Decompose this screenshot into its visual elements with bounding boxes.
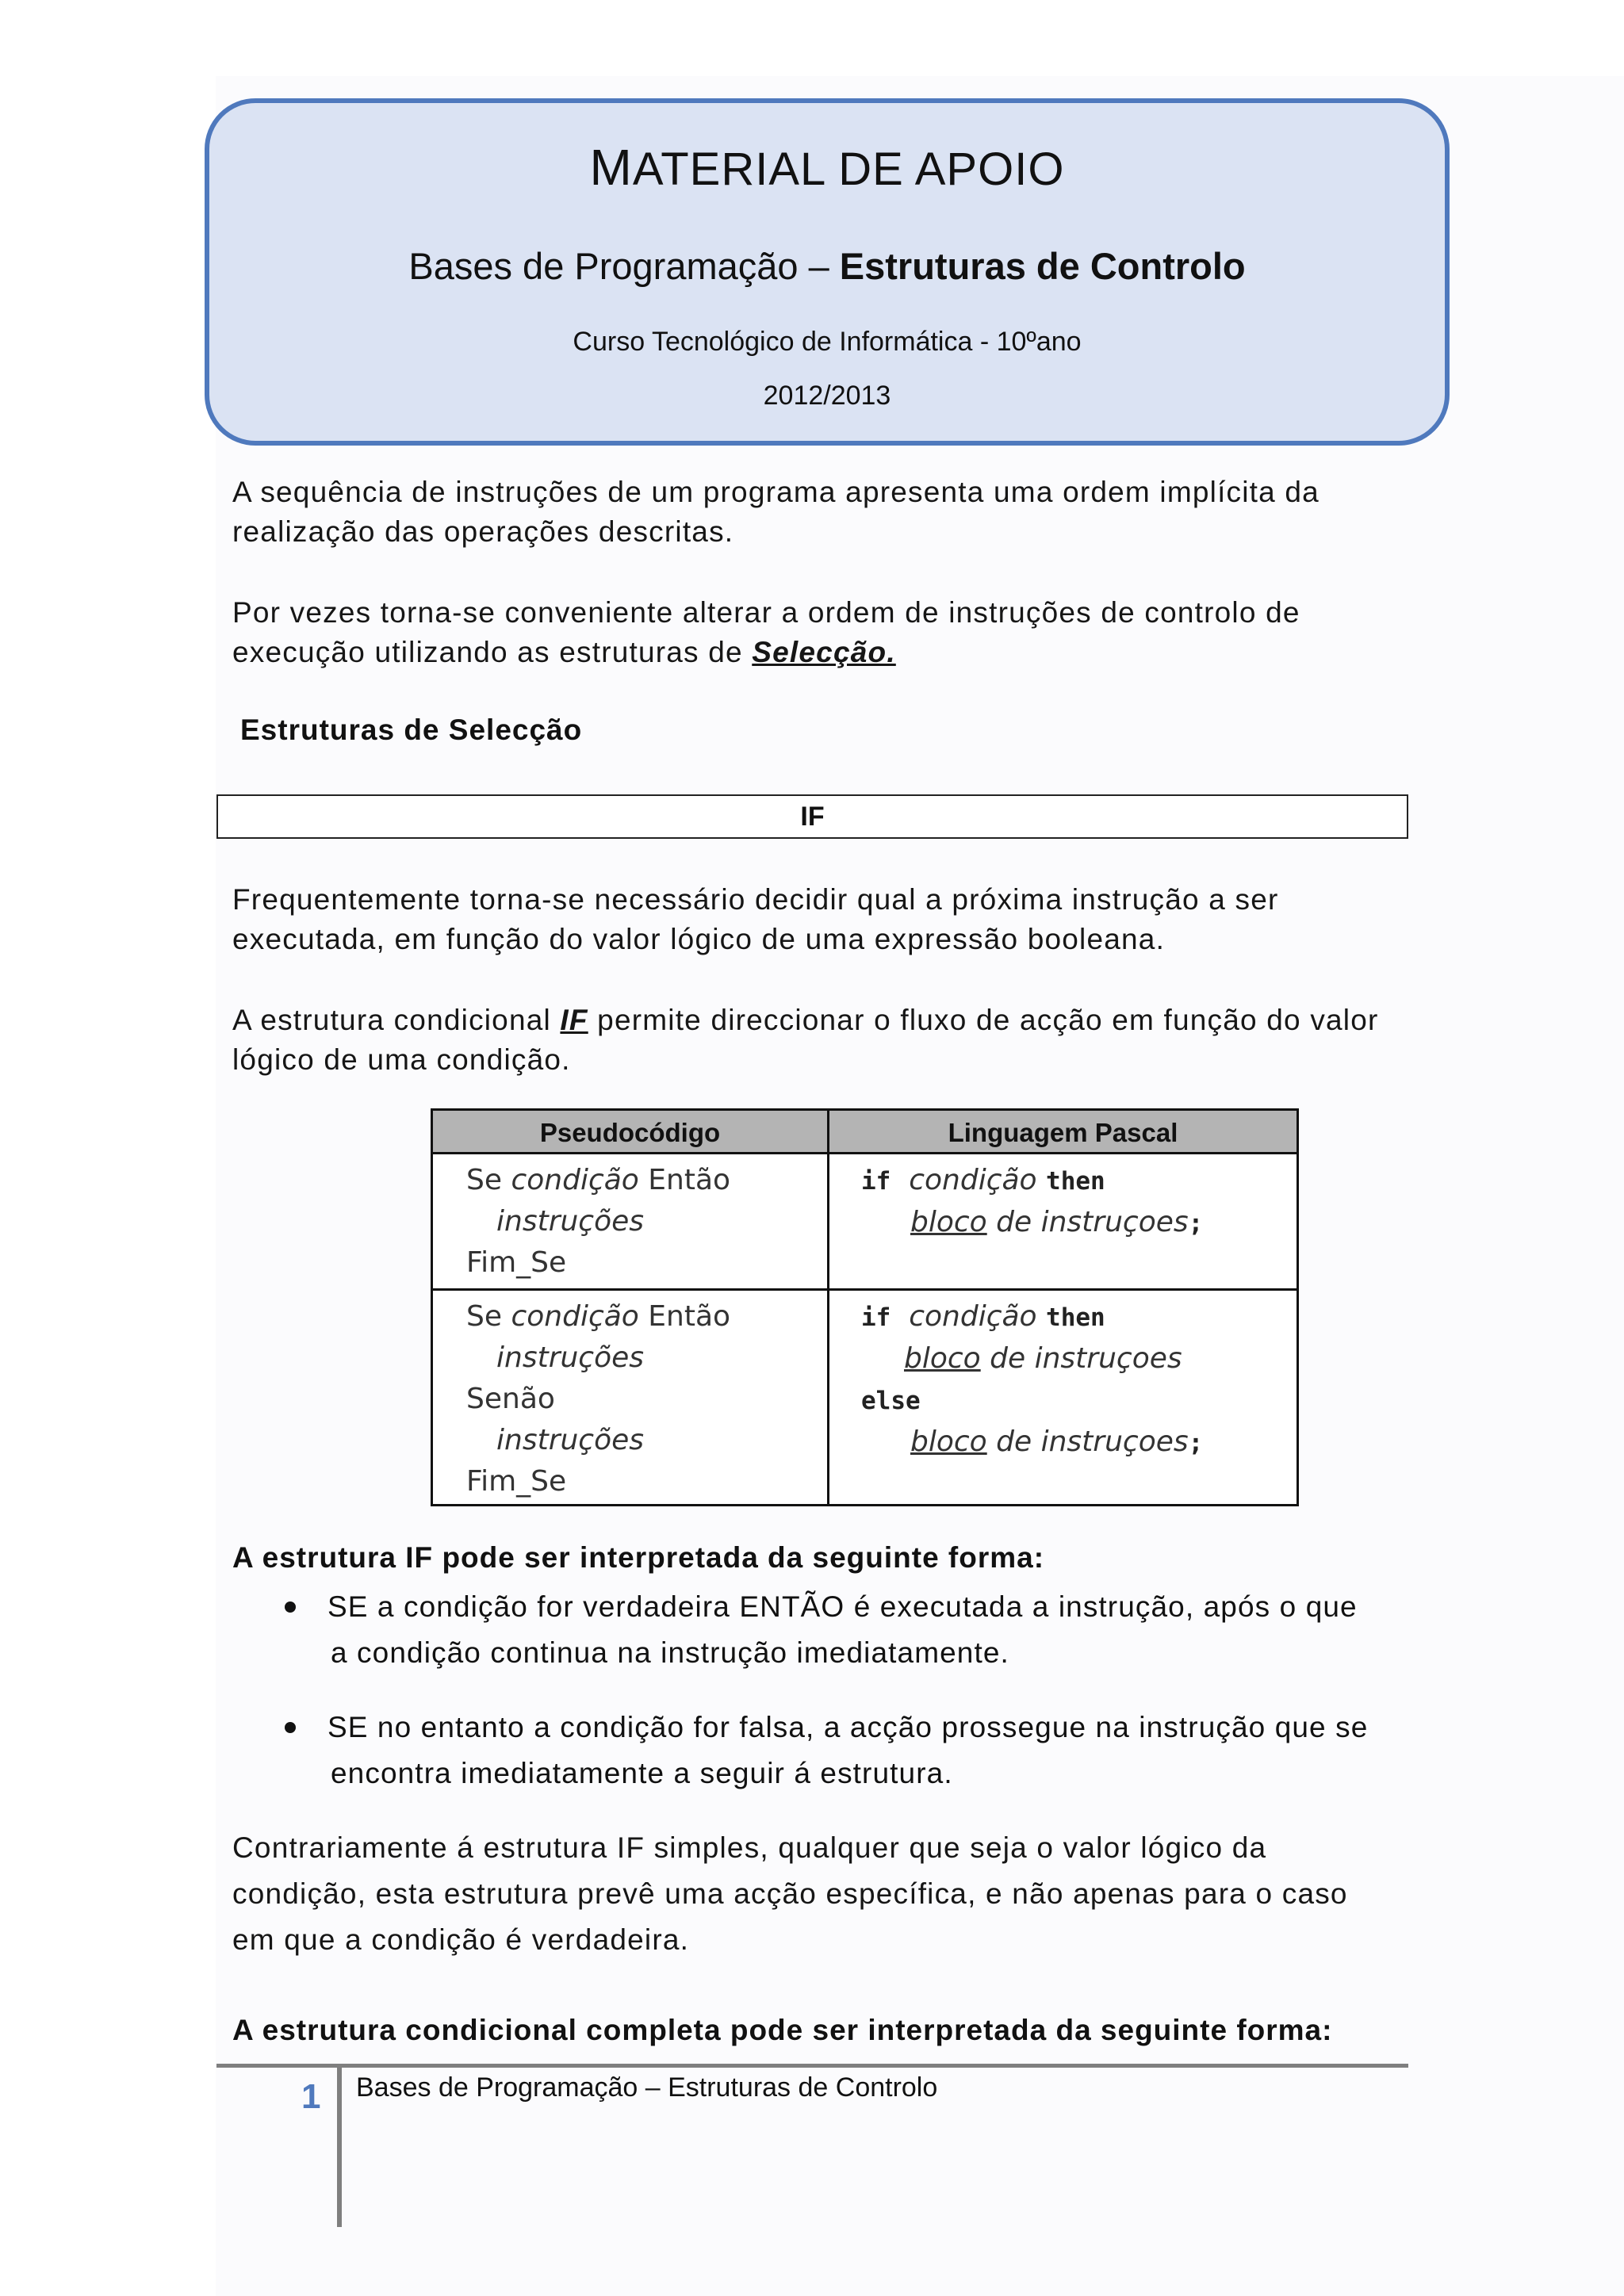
row2-pseudo-line-2 [466,1337,730,1379]
if-paragraph-2-before: A estrutura condicional [232,1004,561,1036]
table-column-divider [827,1111,829,1504]
list-item-line: encontra imediatamente a seguir á estrutura. [331,1757,953,1789]
condition-word: condição [511,1300,639,1333]
contrast-line: condição, esta estrutura prevê uma acção específica, e não apenas para o caso [232,1877,1348,1910]
interpretation-title: A estrutura IF pode ser interpretada da seguinte forma: [232,1541,1045,1574]
row1-pseudo-line-2 [466,1201,730,1242]
kw-se: Se [466,1300,511,1333]
row2-pseudo-line-4 [466,1420,730,1461]
selection-emphasis: Selecção. [752,636,896,668]
bloco-word: bloco [910,1206,987,1238]
contrast-line: Contrariamente á estrutura IF simples, qualquer que seja o valor lógico da [232,1831,1267,1864]
contrast-paragraph [232,1825,1422,1963]
row2-pascal-line-3 [861,1380,1203,1422]
list-item-line: SE no entanto a condição for falsa, a acção prossegue na instrução que se [327,1711,1369,1743]
bloco-word: bloco [904,1342,981,1375]
footer-title: Bases de Programação – Estruturas de Controlo [356,2072,938,2103]
row2-pascal-line-2 [861,1338,1203,1380]
if-emphasis: IF [560,1004,588,1036]
document-title [209,138,1445,197]
bullet-icon [285,1601,296,1613]
page-number: 1 [301,2077,321,2116]
row2-pseudo-line-3: Senão [466,1383,555,1415]
condition-word: condição [909,1300,1037,1333]
subtitle-plain: Bases de Programação – [408,245,840,287]
condition-word: condição [511,1164,639,1196]
semicolon: ; [1188,1429,1204,1457]
instructions-word: instruções [496,1424,645,1456]
semicolon: ; [1188,1209,1204,1238]
bullet-icon [285,1722,296,1733]
kw-if: if [861,1167,891,1196]
kw-se: Se [466,1164,511,1196]
kw-then: then [1046,1303,1105,1332]
pseudocode-pascal-table [431,1108,1299,1506]
kw-entao: Então [638,1164,731,1196]
list-item-text [327,1705,1406,1797]
row2-pseudo-line-1 [466,1296,730,1337]
instructions-word: instruções [496,1205,645,1238]
row1-pascal [861,1160,1203,1244]
row1-pascal-line-2 [861,1202,1203,1244]
complete-structure-title: A estrutura condicional completa pode ser interpretada da seguinte forma: [232,2014,1333,2046]
intro-paragraph-2-text: Por vezes torna-se conveniente alterar a ordem de instruções de controlo de execução utilizando as estruturas de [232,596,1300,668]
table-header-pseudocode: Pseudocódigo [433,1111,827,1154]
subtitle-bold: Estruturas de Controlo [839,245,1246,287]
contrast-line: em que a condição é verdadeira. [232,1923,690,1956]
intro-paragraph-2 [232,593,1382,672]
instructions-word: instruções [496,1341,645,1374]
course-name: Curso Tecnológico de Informática - 10ºano [573,327,1082,357]
list-item-line: SE a condição for verdadeira ENTÃO é executada a instrução, após o que [327,1590,1358,1623]
de-instrucoes: de instruçoes [980,1342,1182,1375]
row1-pseudo-line-3: Fim_Se [466,1246,567,1279]
kw-else: else [861,1387,921,1415]
if-paragraph-2-after: permite direccionar o fluxo de acção em função do valor lógico de uma condição. [232,1004,1379,1076]
kw-if: if [861,1303,891,1332]
row2-pseudo-line-5: Fim_Se [466,1465,567,1498]
footer-vertical-divider [337,2064,342,2227]
row1-pseudo-line-1 [466,1160,730,1201]
school-year: 2012/2013 [763,381,891,411]
if-heading-box: IF [216,794,1408,839]
row2-pascal-line-4 [861,1422,1203,1464]
row1-pseudocode [466,1160,730,1284]
condition-word: condição [909,1164,1037,1196]
kw-then: then [1046,1167,1105,1196]
de-instrucoes: de instruçoes [986,1206,1189,1238]
table-row-divider [433,1288,1297,1291]
de-instrucoes: de instruçoes [986,1425,1189,1458]
kw-entao: Então [638,1300,731,1333]
if-paragraph-2 [232,1001,1382,1080]
title-box [205,98,1450,446]
bloco-word: bloco [910,1425,987,1458]
row2-pascal-line-1 [861,1296,1203,1338]
row1-pascal-line-1 [861,1160,1203,1202]
document-subtitle [209,244,1445,288]
section-title: Estruturas de Selecção [240,714,583,746]
title-initial: M [589,139,633,196]
row2-pseudocode [466,1296,730,1502]
footer-divider [216,2064,1408,2068]
title-rest: ATERIAL DE APOIO [632,144,1065,195]
if-paragraph-1: Frequentemente torna-se necessário decidir qual a próxima instrução a ser executada, em função do valor lógico de uma expressão booleana. [232,883,1279,955]
list-item-text [327,1584,1406,1676]
list-item-line: a condição continua na instrução imediatamente. [331,1636,1009,1669]
table-header-pascal: Linguagem Pascal [829,1111,1297,1154]
intro-paragraph-1: A sequência de instruções de um programa apresenta uma ordem implícita da realização das operações descritas. [232,476,1320,548]
row2-pascal [861,1296,1203,1464]
